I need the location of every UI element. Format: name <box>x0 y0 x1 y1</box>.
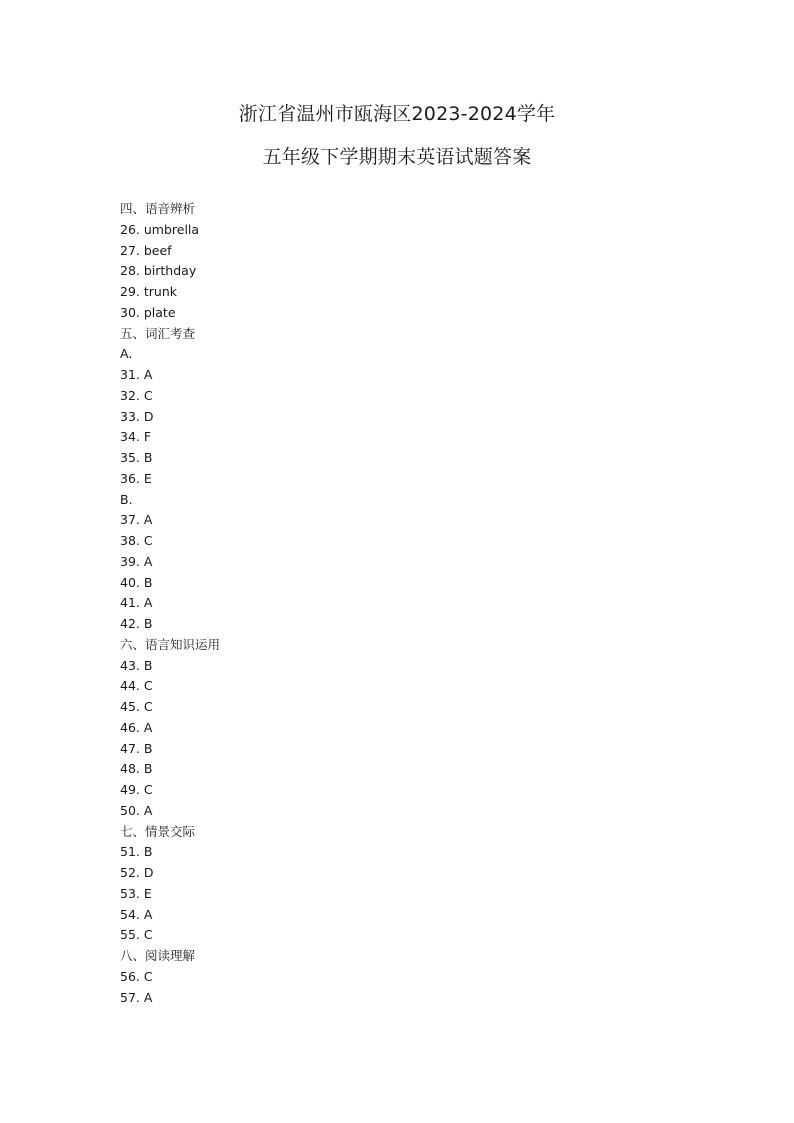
document-subtitle: 五年级下学期期末英语试题答案 <box>262 146 532 168</box>
section-heading: 七、情景交际 <box>120 823 196 839</box>
answer-line: 34. F <box>120 429 152 445</box>
section-heading: 四、语音辨析 <box>120 201 196 216</box>
section-heading: 五、词汇考查 <box>120 325 196 341</box>
answer-line: 56. C <box>120 968 153 984</box>
answer-line: 42. B <box>120 616 153 631</box>
subsection-label: B. <box>120 491 133 507</box>
answer-line: 49. C <box>120 782 153 797</box>
answer-line: 26. umbrella <box>120 221 200 237</box>
answer-line: 50. A <box>120 802 153 818</box>
answer-line: 39. A <box>120 553 153 569</box>
answer-line: 36. E <box>120 470 152 486</box>
answer-line: 35. B <box>120 450 153 465</box>
answer-line: 48. B <box>120 761 153 777</box>
answer-line: 46. A <box>120 719 153 735</box>
answer-line: 41. A <box>120 595 153 611</box>
answer-line: 28. birthday <box>120 263 197 279</box>
document-title: 浙江省温州市瓯海区2023-2024学年 <box>238 103 556 125</box>
answer-line: 31. A <box>120 367 153 382</box>
section-heading: 八、阅读理解 <box>120 948 196 963</box>
answer-line: 54. A <box>120 906 153 922</box>
answer-line: 57. A <box>120 989 153 1005</box>
answer-list <box>120 199 220 1008</box>
answer-line: 32. C <box>120 387 153 403</box>
answer-line: 27. beef <box>120 242 172 258</box>
section-heading: 六、语言知识运用 <box>120 636 221 652</box>
answer-line: 47. B <box>120 740 153 756</box>
answer-line: 40. B <box>120 574 153 590</box>
answer-line: 52. D <box>120 865 154 880</box>
answer-line: 55. C <box>120 927 153 943</box>
subsection-label: A. <box>120 346 133 362</box>
answer-line: 29. trunk <box>120 284 177 299</box>
answer-line: 30. plate <box>120 304 176 320</box>
answer-line: 44. C <box>120 678 153 694</box>
answer-line: 33. D <box>120 408 154 424</box>
answer-line: 51. B <box>120 844 153 860</box>
answer-line: 37. A <box>120 512 153 528</box>
answer-line: 38. C <box>120 533 153 548</box>
answer-line: 45. C <box>120 699 153 714</box>
answer-line: 43. B <box>120 657 153 673</box>
answer-line: 53. E <box>120 885 152 901</box>
